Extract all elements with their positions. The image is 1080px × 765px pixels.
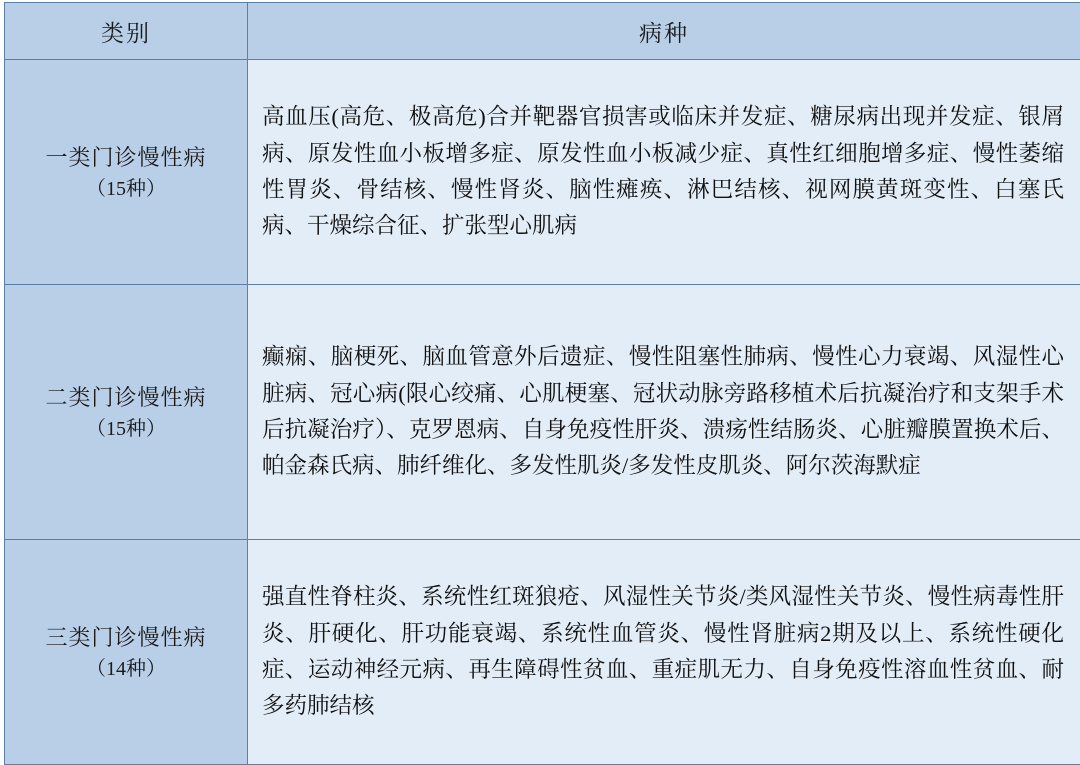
column-header-disease: 病种 <box>248 3 1080 60</box>
category-count: （15种） <box>13 174 239 204</box>
table-row <box>5 285 1080 540</box>
category-cell-class-one <box>5 60 248 285</box>
category-name: 一类门诊慢性病 <box>13 141 239 174</box>
category-cell-class-three <box>5 540 248 765</box>
category-count: （15种） <box>13 414 239 444</box>
chronic-disease-table <box>4 2 1080 765</box>
disease-list-class-three: 强直性脊柱炎、系统性红斑狼疮、风湿性关节炎/类风湿性关节炎、慢性病毒性肝炎、肝硬化、肝功能衰竭、系统性血管炎、慢性肾脏病2期及以上、系统性硬化症、运动神经元病、再生障碍性贫血、重症肌无力、自身免疫性溶血性贫血、耐多药肺结核 <box>248 540 1080 765</box>
table-row <box>5 540 1080 765</box>
table-row <box>5 60 1080 285</box>
column-header-category: 类别 <box>5 3 248 60</box>
category-name: 二类门诊慢性病 <box>13 381 239 414</box>
category-name: 三类门诊慢性病 <box>13 621 239 654</box>
disease-list-class-two: 癫痫、脑梗死、脑血管意外后遗症、慢性阻塞性肺病、慢性心力衰竭、风湿性心脏病、冠心病(限心绞痛、心肌梗塞、冠状动脉旁路移植术后抗凝治疗和支架手术后抗凝治疗）、克罗恩病、自身免疫性肝炎、溃疡性结肠炎、心脏瓣膜置换术后、帕金森氏病、肺纤维化、多发性肌炎/多发性皮肌炎、阿尔茨海默症 <box>248 285 1080 540</box>
table-header-row <box>5 3 1080 60</box>
disease-list-class-one: 高血压(高危、极高危)合并靶器官损害或临床并发症、糖尿病出现并发症、银屑病、原发性血小板增多症、原发性血小板减少症、真性红细胞增多症、慢性萎缩性胃炎、骨结核、慢性肾炎、脑性瘫痪、淋巴结核、视网膜黄斑变性、白塞氏病、干燥综合征、扩张型心肌病 <box>248 60 1080 285</box>
category-cell-class-two <box>5 285 248 540</box>
category-count: （14种） <box>13 654 239 684</box>
